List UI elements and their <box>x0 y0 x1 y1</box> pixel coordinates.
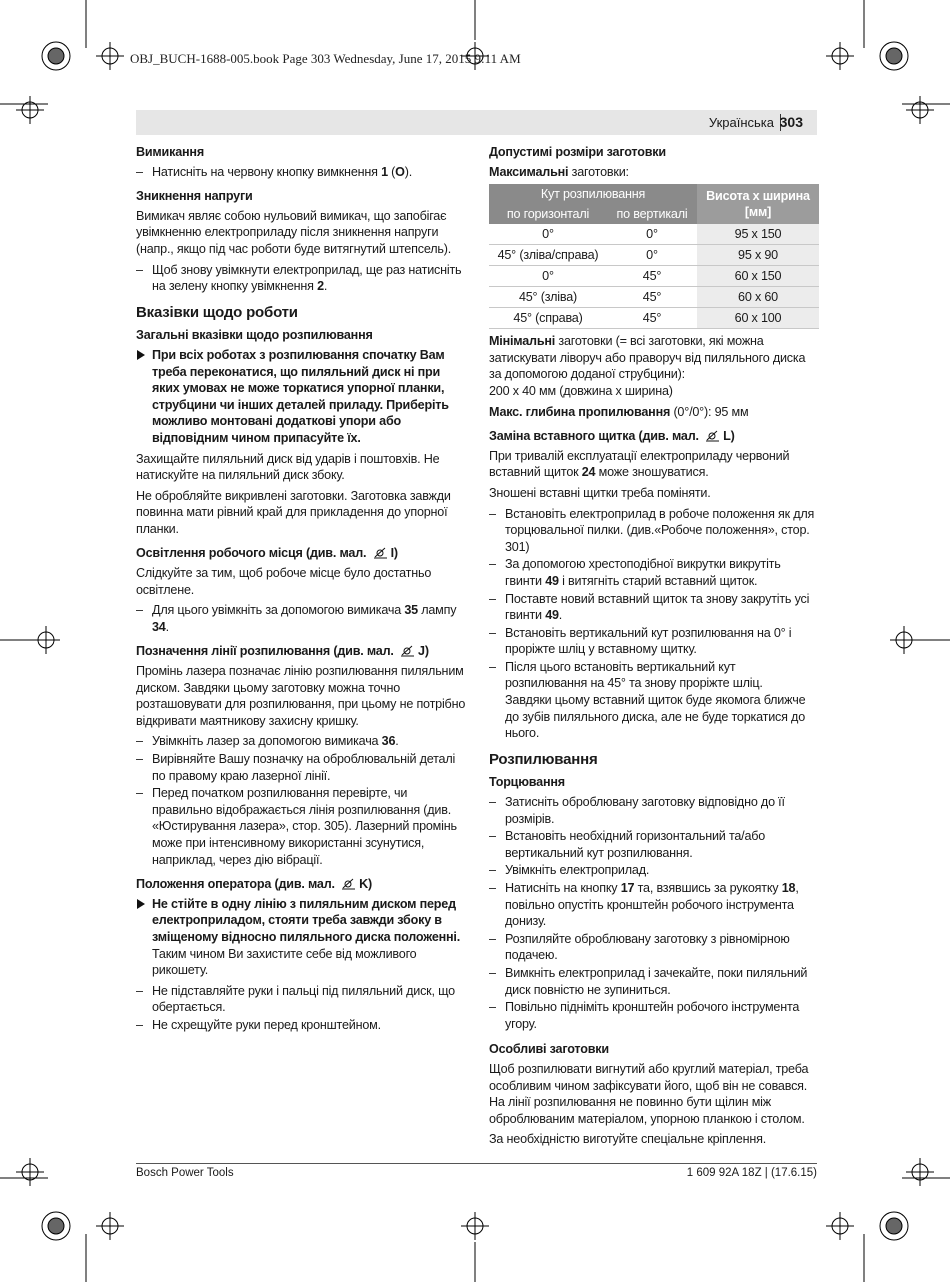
footer-left: Bosch Power Tools <box>136 1167 234 1179</box>
sawing-item-2: – Встановіть необхідний горизонтальний та/або вертикальний кут розпилювання. <box>489 828 819 861</box>
switch-off-heading: Вимикання <box>136 145 204 159</box>
power-loss-heading: Зникнення напруги <box>136 189 253 204</box>
lighting-heading: Освітлення робочого місця (див. мал. I) <box>136 546 398 561</box>
cut-heading: Торцювання <box>489 775 565 790</box>
tips-paragraph-2: Не обробляйте викривлені заготовки. Заготовка завжди повинна мати рівний край для прикладення до упорної планки. <box>136 488 451 536</box>
right-column <box>489 144 819 1152</box>
table-row: 45° (зліва) 45° 60 x 60 <box>489 287 819 308</box>
th-horizontal: по горизонталі <box>489 204 607 224</box>
insert-heading: Заміна вставного щитка (див. мал. L) <box>489 429 735 444</box>
laser-item-3: – Перед початком розпилювання перевірте, чи правильно відображається лінія розпилювання (див. «Юстирування лазера», стор. 305). Лазерний промінь може при інтенсивному використанні зсунутися, наприклад, через дію вібрації. <box>136 785 466 868</box>
footer-rule <box>136 1163 817 1164</box>
operator-heading: Положення оператора (див. мал. K) <box>136 877 373 892</box>
running-header <box>136 110 817 135</box>
table-row: 0° 45° 60 x 150 <box>489 266 819 287</box>
warning-arrow-icon <box>137 899 145 909</box>
sawing-item-5: – Розпиляйте оброблювану заготовку з рівномірною подачею. <box>489 931 819 964</box>
sawing-item-1: – Затисніть оброблювану заготовку відповідно до її розмірів. <box>489 794 819 827</box>
left-column <box>136 144 466 1035</box>
warning-operator: Не стійте в одну лінію з пиляльним диском перед електроприладом, стояти треба завжди збоку в зміщеному відносно пиляльного диска положенні. Таким чином Ви захистите себе від можливого рикошету. <box>136 896 466 979</box>
figure-ref-icon <box>341 877 356 890</box>
table-row: 45° (зліва/справа) 0° 95 x 90 <box>489 245 819 266</box>
figure-ref-icon <box>400 644 415 657</box>
insert-item-4: – Встановіть вертикальний кут розпилювання на 0° і проріжте шліц у вставному щитку. <box>489 625 819 658</box>
general-tips-heading: Загальні вказівки щодо розпилювання <box>136 328 373 343</box>
insert-item-5: – Після цього встановіть вертикальний кут розпилювання на 45° та знову проріжте шліц. Завдяки цьому вставний щиток буде якомога ближче до зубів пиляльного диска, але не буде торкатися до нього. <box>489 659 819 742</box>
figure-ref-icon <box>705 429 720 442</box>
sawing-item-6: – Вимкніть електроприлад і зачекайте, поки пиляльний диск повністю не зупиниться. <box>489 965 819 998</box>
table-row: 0° 0° 95 x 150 <box>489 224 819 245</box>
sawing-heading: Розпилювання <box>489 750 598 768</box>
figure-ref-icon <box>373 546 388 559</box>
header-language: Українська <box>708 115 774 130</box>
operator-item-1: – Не підставляйте руки і пальці під пиляльний диск, що обертається. <box>136 983 466 1016</box>
lighting-text: Слідкуйте за тим, щоб робоче місце було достатньо освітлене. <box>136 566 432 597</box>
max-depth-text: Макс. глибина пропилювання (0°/0°): 95 мм <box>489 404 749 419</box>
special-text-1: Щоб розпилювати вигнутий або круглий матеріал, треба особливим чином зафіксувати його, щоб він не совався. На лінії розпилювання не повинно бути щілин між оброблюваним матеріалом, упорною планкою і столом. <box>489 1061 809 1126</box>
switch-off-item: – Натисніть на червону кнопку вимкнення 1 (O). <box>136 164 466 181</box>
work-tips-heading: Вказівки щодо роботи <box>136 303 298 321</box>
special-text-2: За необхідністю виготуйте спеціальне кріплення. <box>489 1132 767 1147</box>
min-sizes-dims: 200 x 40 мм (довжина x ширина) <box>489 383 673 398</box>
operator-item-2: – Не схрещуйте руки перед кронштейном. <box>136 1017 466 1034</box>
power-loss-item: – Щоб знову увімкнути електроприлад, ще раз натисніть на зелену кнопку увімкнення 2. <box>136 262 466 295</box>
special-heading: Особливі заготовки <box>489 1042 609 1057</box>
insert-item-2: – За допомогою хрестоподібної викрутки викрутіть гвинти 49 і витягніть старий вставний щиток. <box>489 556 819 589</box>
laser-heading: Позначення лінії розпилювання (див. мал. J) <box>136 644 429 659</box>
insert-text-1: При тривалій експлуатації електроприладу червоний вставний щиток 24 може зношуватися. <box>489 448 790 480</box>
th-height-width: Висота x ширина [мм] <box>697 184 819 224</box>
workpiece-size-table <box>489 184 819 329</box>
warning-blade: При всіх роботах з розпилювання спочатку Вам треба переконатися, що пиляльний диск ні при яких умовах не може торкатися упорної планки, струбцини чи інших деталей приладу. Приберіть можливо монтовані додаткові упори або відповідним чином припасуйте їх. <box>136 347 466 447</box>
th-angle: Кут розпилювання <box>489 184 697 204</box>
lighting-item: – Для цього увімкніть за допомогою вимикача 35 лампу 34. <box>136 602 466 635</box>
laser-text: Промінь лазера позначає лінію розпилювання пиляльним диском. Завдяки цьому заготовку можна точно розташовувати для розпилювання, при цьому не потрібно відкривати маятникову захисну кришку. <box>136 664 466 728</box>
print-slug: OBJ_BUCH-1688-005.book Page 303 Wednesday, June 17, 2015 9:11 AM <box>130 51 521 66</box>
sizes-heading: Допустимі розміри заготовки <box>489 145 666 159</box>
th-vertical: по вертикалі <box>607 204 697 224</box>
tips-paragraph-1: Захищайте пиляльний диск від ударів і поштовхів. Не натискуйте на пиляльний диск збоку. <box>136 451 440 483</box>
page-number: 303 <box>779 114 803 130</box>
laser-item-1: – Увімкніть лазер за допомогою вимикача 36. <box>136 733 466 750</box>
sawing-item-7: – Повільно підніміть кронштейн робочого інструмента угору. <box>489 999 819 1032</box>
insert-item-1: – Встановіть електроприлад в робоче положення як для торцювальної пилки. (див.«Робоче положення», стор. 301) <box>489 506 819 556</box>
table-row: 45° (справа) 45° 60 x 100 <box>489 308 819 329</box>
power-loss-text: Вимикач являє собою нульовий вимикач, що запобігає увімкненню електроприладу після зникнення напруги (напр., якщо під час роботи буде витягнутий штепсель). <box>136 208 452 256</box>
footer-right: 1 609 92A 18Z | (17.6.15) <box>686 1167 817 1179</box>
sawing-item-3: – Увімкніть електроприлад. <box>489 862 819 879</box>
min-sizes-text: Мінімальні заготовки (= всі заготовки, які можна затискувати ліворуч або праворуч від пиляльного диска за допомогою доданої струбцини): <box>489 334 806 382</box>
insert-text-2: Зношені вставні щитки треба поміняти. <box>489 485 711 500</box>
insert-item-3: – Поставте новий вставний щиток та знову закрутіть усі гвинти 49. <box>489 591 819 624</box>
laser-item-2: – Вирівняйте Вашу позначку на оброблювальній деталі по правому краю лазерної лінії. <box>136 751 466 784</box>
warning-arrow-icon <box>137 350 145 360</box>
sawing-item-4: – Натисніть на кнопку 17 та, взявшись за рукоятку 18, повільно опустіть кронштейн робочого інструмента донизу. <box>489 880 819 930</box>
max-sizes-label: Максимальні заготовки: <box>489 164 629 179</box>
